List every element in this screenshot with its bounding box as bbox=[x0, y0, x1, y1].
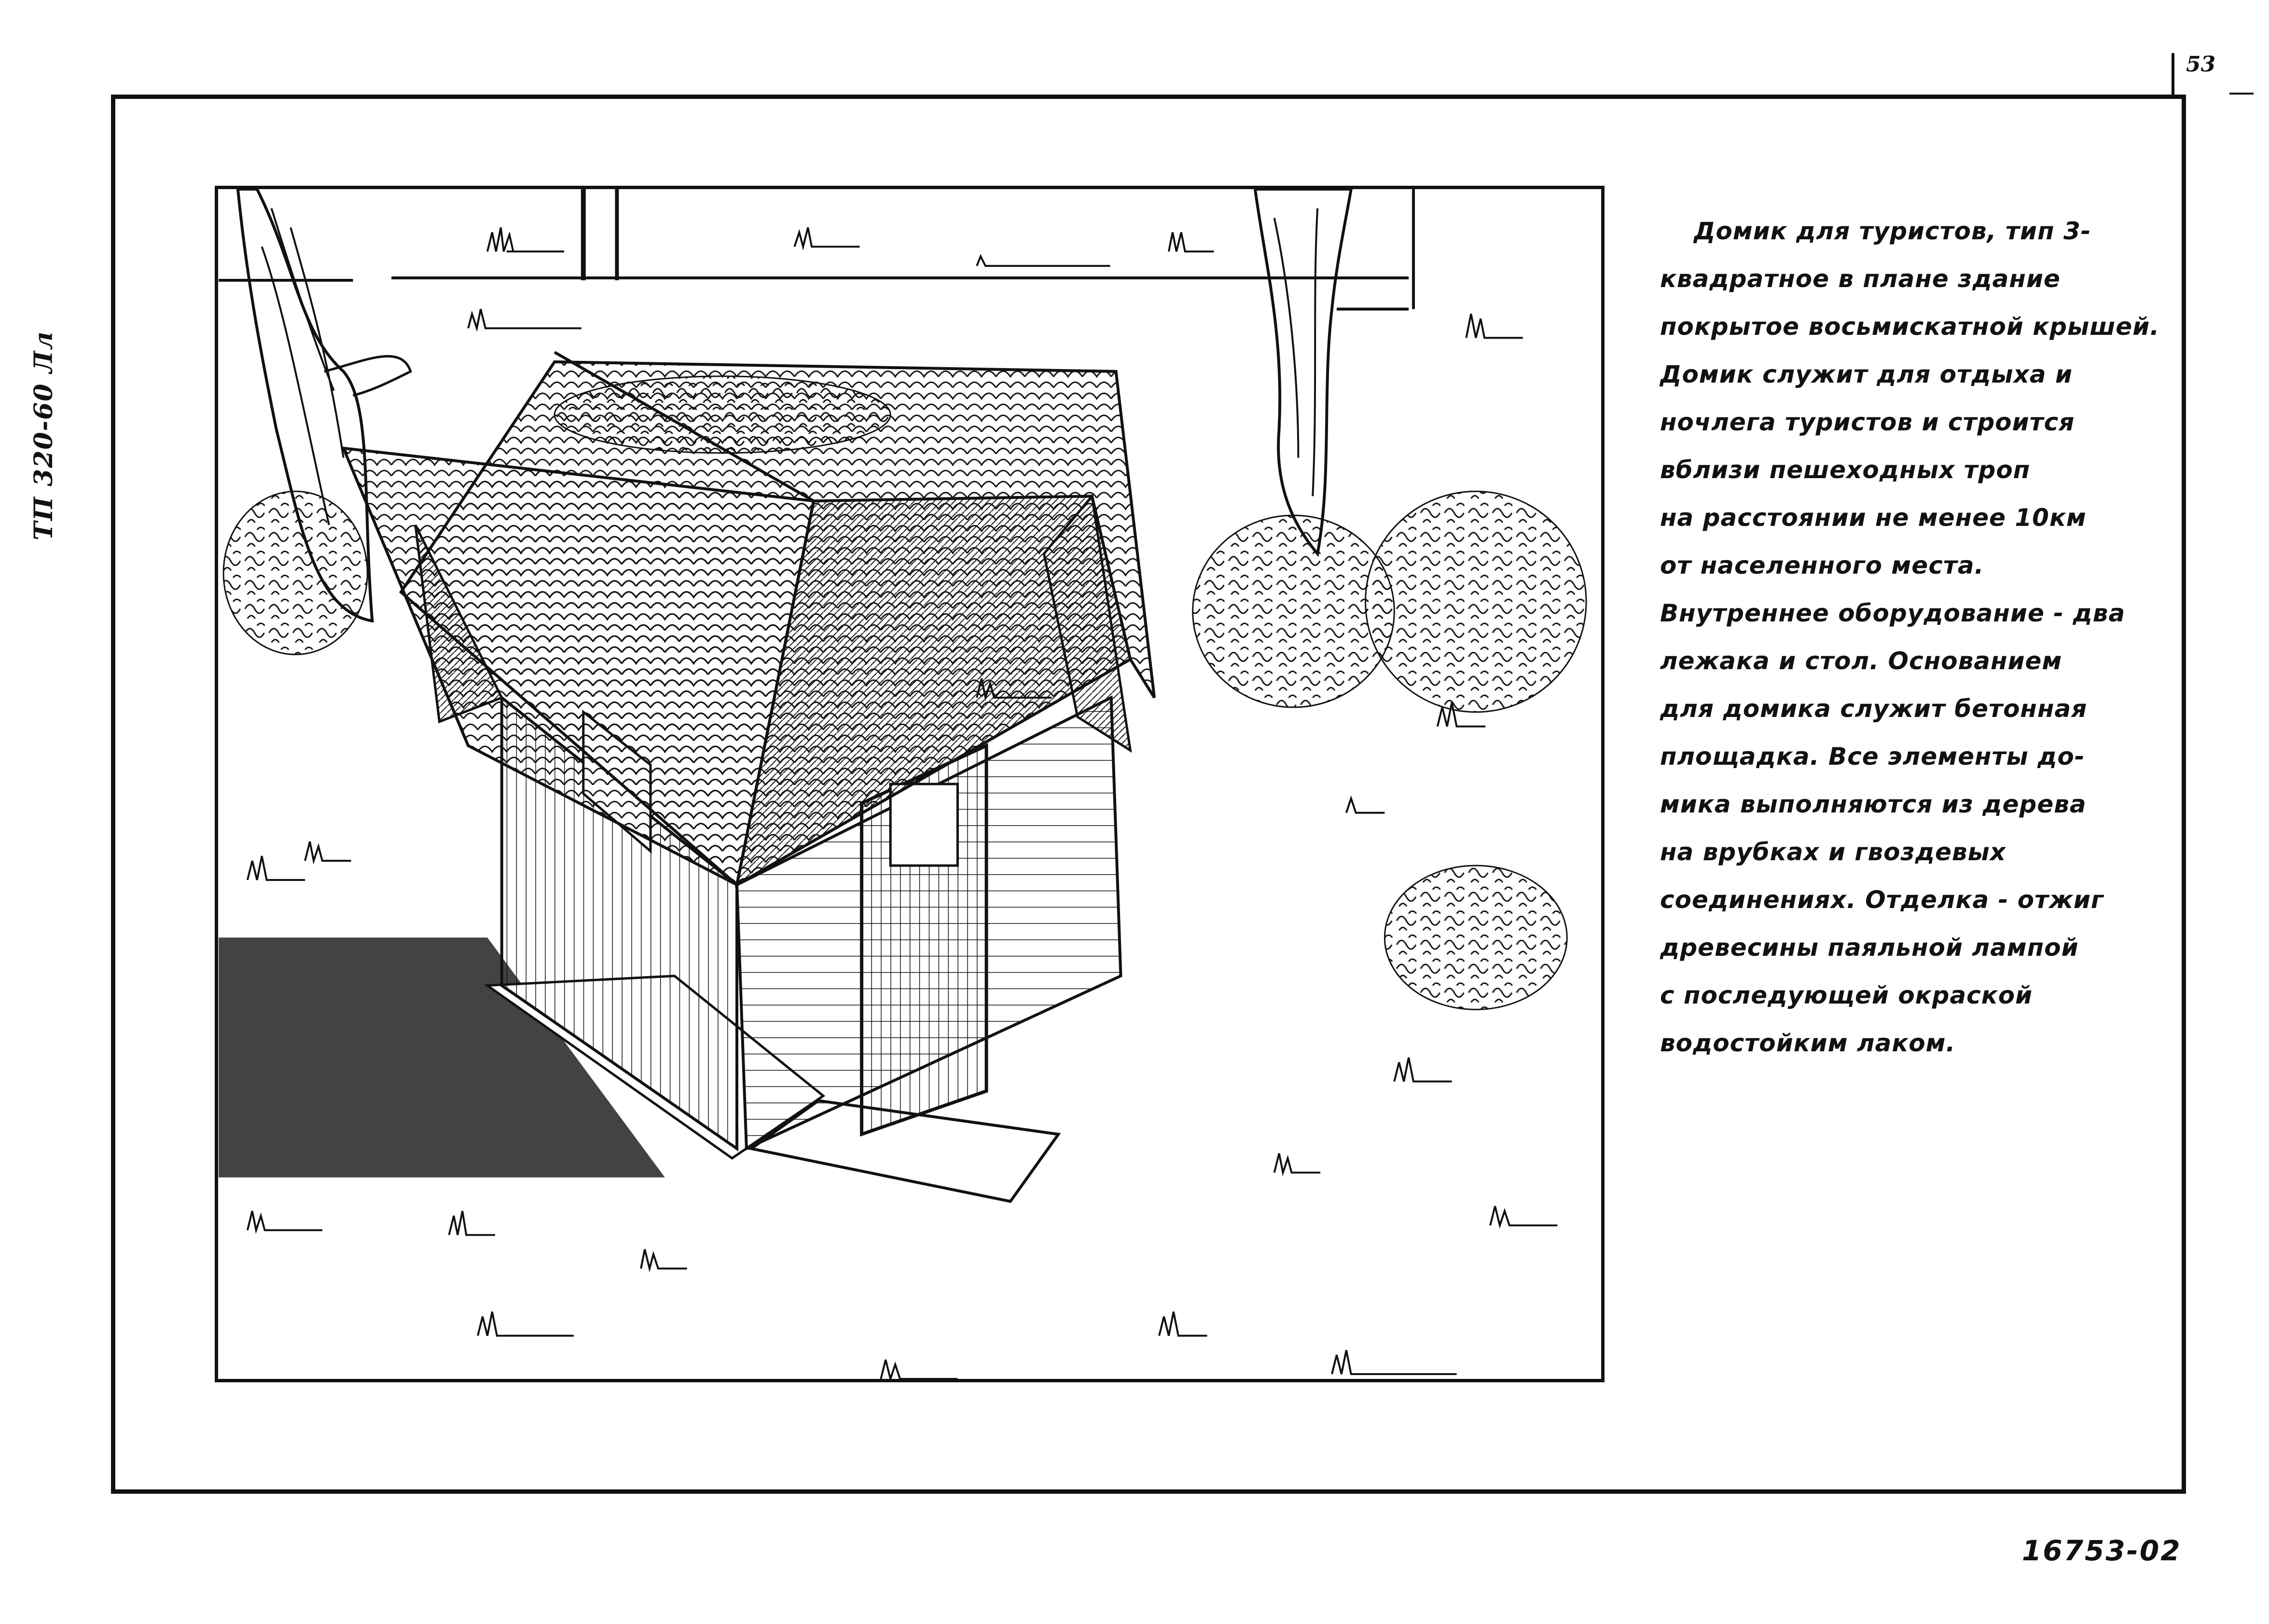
drawing-number: 16753-02 bbox=[2022, 1534, 2182, 1567]
description-line: Домик для туристов, тип 3- bbox=[1694, 217, 2091, 245]
description-line: мика выполняются из дерева bbox=[1660, 790, 2087, 818]
description-line: Домик служит для отдыха и bbox=[1660, 360, 2073, 388]
description-line: квадратное в плане здание bbox=[1660, 265, 2061, 293]
right-tree bbox=[1255, 189, 1351, 554]
description-line: с последующей окраской bbox=[1660, 981, 2033, 1009]
description-line: от населенного места. bbox=[1660, 551, 1984, 579]
description-line: покрытое восьмискатной крышей. bbox=[1660, 313, 2160, 341]
description-line: ночлега туристов и строится bbox=[1660, 408, 2075, 436]
description-line: лежака и стол. Основанием bbox=[1660, 647, 2062, 675]
page-number-dash bbox=[2229, 93, 2254, 95]
description-line: соединениях. Отделка - отжиг bbox=[1660, 886, 2104, 914]
page-number: 53 bbox=[2186, 52, 2216, 77]
cabin-drawing bbox=[218, 189, 1601, 1379]
description-line: для домика служит бетонная bbox=[1660, 695, 2088, 723]
description-line: древесины паяльной лампой bbox=[1660, 934, 2079, 962]
description-line: водостойким лаком. bbox=[1660, 1029, 1956, 1057]
description-line: вблизи пешеходных троп bbox=[1660, 456, 2031, 484]
side-project-code: ТП 320-60 Лл bbox=[29, 330, 58, 540]
cabin-illustration bbox=[215, 186, 1605, 1382]
description-line: площадка. Все элементы до- bbox=[1660, 743, 2085, 771]
description-line: Внутреннее оборудование - два bbox=[1660, 599, 2126, 627]
description-line: на врубках и гвоздевых bbox=[1660, 838, 2006, 866]
cabin-description bbox=[1660, 207, 2162, 1057]
description-line: на расстоянии не менее 10км bbox=[1660, 504, 2087, 532]
background-lines bbox=[219, 189, 1413, 309]
